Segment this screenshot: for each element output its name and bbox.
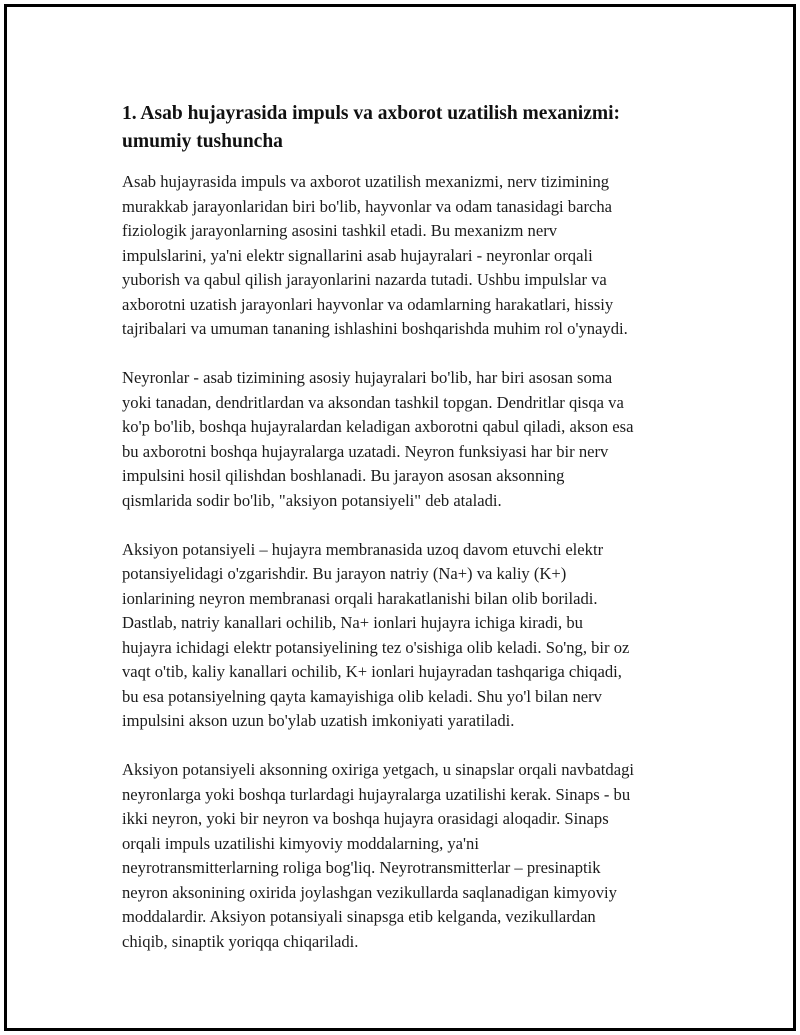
text-line: orqali impuls uzatilishi kimyoviy moddalarning, ya'ni bbox=[122, 833, 479, 853]
text-line: ionlarining neyron membranasi orqali harakatlanishi bilan olib boriladi. bbox=[122, 588, 598, 608]
text-line: tajribalari va umuman tananing ishlashini boshqarishda muhim rol o'ynaydi. bbox=[122, 319, 628, 338]
text-line: Aksiyon potansiyeli – hujayra membranasida uzoq davom etuvchi elektr bbox=[122, 539, 604, 559]
text-line: yuborish va qabul qilish jarayonlarini nazarda tutadi. Ushbu impulslar va bbox=[122, 270, 607, 289]
paragraph-neurons bbox=[122, 366, 702, 513]
text-line: chiqib, sinaptik yoriqqa chiqariladi. bbox=[122, 931, 359, 951]
text-line: bu esa potansiyelning qayta kamayishiga olib keladi. Shu yo'l bilan nerv bbox=[122, 686, 602, 706]
text-line: bu axborotni boshqa hujayralarga uzatadi. Neyron funksiyasi har bir nerv bbox=[122, 441, 609, 461]
text-line: axborotni uzatish jarayonlari hayvonlar va odamlarning harakatlari, hissiy bbox=[122, 294, 614, 314]
heading-line: umumiy tushuncha bbox=[122, 131, 283, 152]
text-line: Aksiyon potansiyeli aksonning oxiriga yetgach, u sinapslar orqali navbatdagi bbox=[122, 760, 634, 779]
section-heading bbox=[122, 100, 702, 156]
text-line: hujayra ichidagi elektr potansiyelining tez o'sishiga olib keladi. So'ng, bir oz bbox=[122, 637, 630, 657]
text-line: neyron aksonining oxirida joylashgan vezikullarda saqlanadigan kimyoviy bbox=[122, 882, 617, 902]
text-line: yoki tanadan, dendritlardan va aksondan tashkil topgan. Dendritlar qisqa va bbox=[122, 392, 624, 412]
text-line: neyronlarga yoki boshqa turlardagi hujayralarga uzatilishi kerak. Sinaps - bu bbox=[122, 784, 631, 804]
paragraph-intro bbox=[122, 170, 702, 342]
text-line: impulsini hosil qilishdan boshlanadi. Bu jarayon asosan aksonning bbox=[122, 466, 565, 485]
paragraph-action-potential bbox=[122, 538, 702, 734]
text-line: neyrotransmitterlarning roliga bog'liq. Neyrotransmitterlar – presinaptik bbox=[122, 858, 601, 877]
text-line: murakkab jarayonlaridan biri bo'lib, hayvonlar va odam tanasidagi barcha bbox=[122, 196, 613, 216]
text-line: Neyronlar - asab tizimining asosiy hujayralari bo'lib, har biri asosan soma bbox=[122, 368, 613, 387]
text-line: moddalardir. Aksiyon potansiyali sinapsga etib kelganda, vezikullardan bbox=[122, 907, 596, 926]
text-line: ikki neyron, yoki bir neyron va boshqa hujayra orasidagi aloqadir. Sinaps bbox=[122, 809, 609, 828]
heading-line: 1. Asab hujayrasida impuls va axborot uzatilish mexanizmi: bbox=[122, 103, 621, 124]
text-line: ko'p bo'lib, boshqa hujayralardan keladigan axborotni qabul qiladi, akson esa bbox=[122, 417, 634, 436]
text-line: qismlarida sodir bo'lib, "aksiyon potansiyeli" deb ataladi. bbox=[122, 490, 502, 510]
text-line: Asab hujayrasida impuls va axborot uzatilish mexanizmi, nerv tizimining bbox=[122, 172, 610, 191]
text-line: fiziologik jarayonlarning asosini tashkil etadi. Bu mexanizm nerv bbox=[122, 221, 558, 240]
document-body bbox=[122, 100, 702, 979]
text-line: impulslarini, ya'ni elektr signallarini asab hujayralari - neyronlar orqali bbox=[122, 245, 593, 265]
paragraph-synapse bbox=[122, 758, 702, 954]
text-line: Dastlab, natriy kanallari ochilib, Na+ ionlari hujayra ichiga kiradi, bu bbox=[122, 613, 583, 632]
page-frame bbox=[4, 4, 796, 1031]
text-line: impulsini akson uzun bo'ylab uzatish imkoniyati yaratiladi. bbox=[122, 711, 515, 730]
text-line: vaqt o'tib, kaliy kanallari ochilib, K+ ionlari hujayradan tashqariga chiqadi, bbox=[122, 662, 622, 681]
text-line: potansiyelidagi o'zgarishdir. Bu jarayon natriy (Na+) va kaliy (K+) bbox=[122, 564, 567, 583]
